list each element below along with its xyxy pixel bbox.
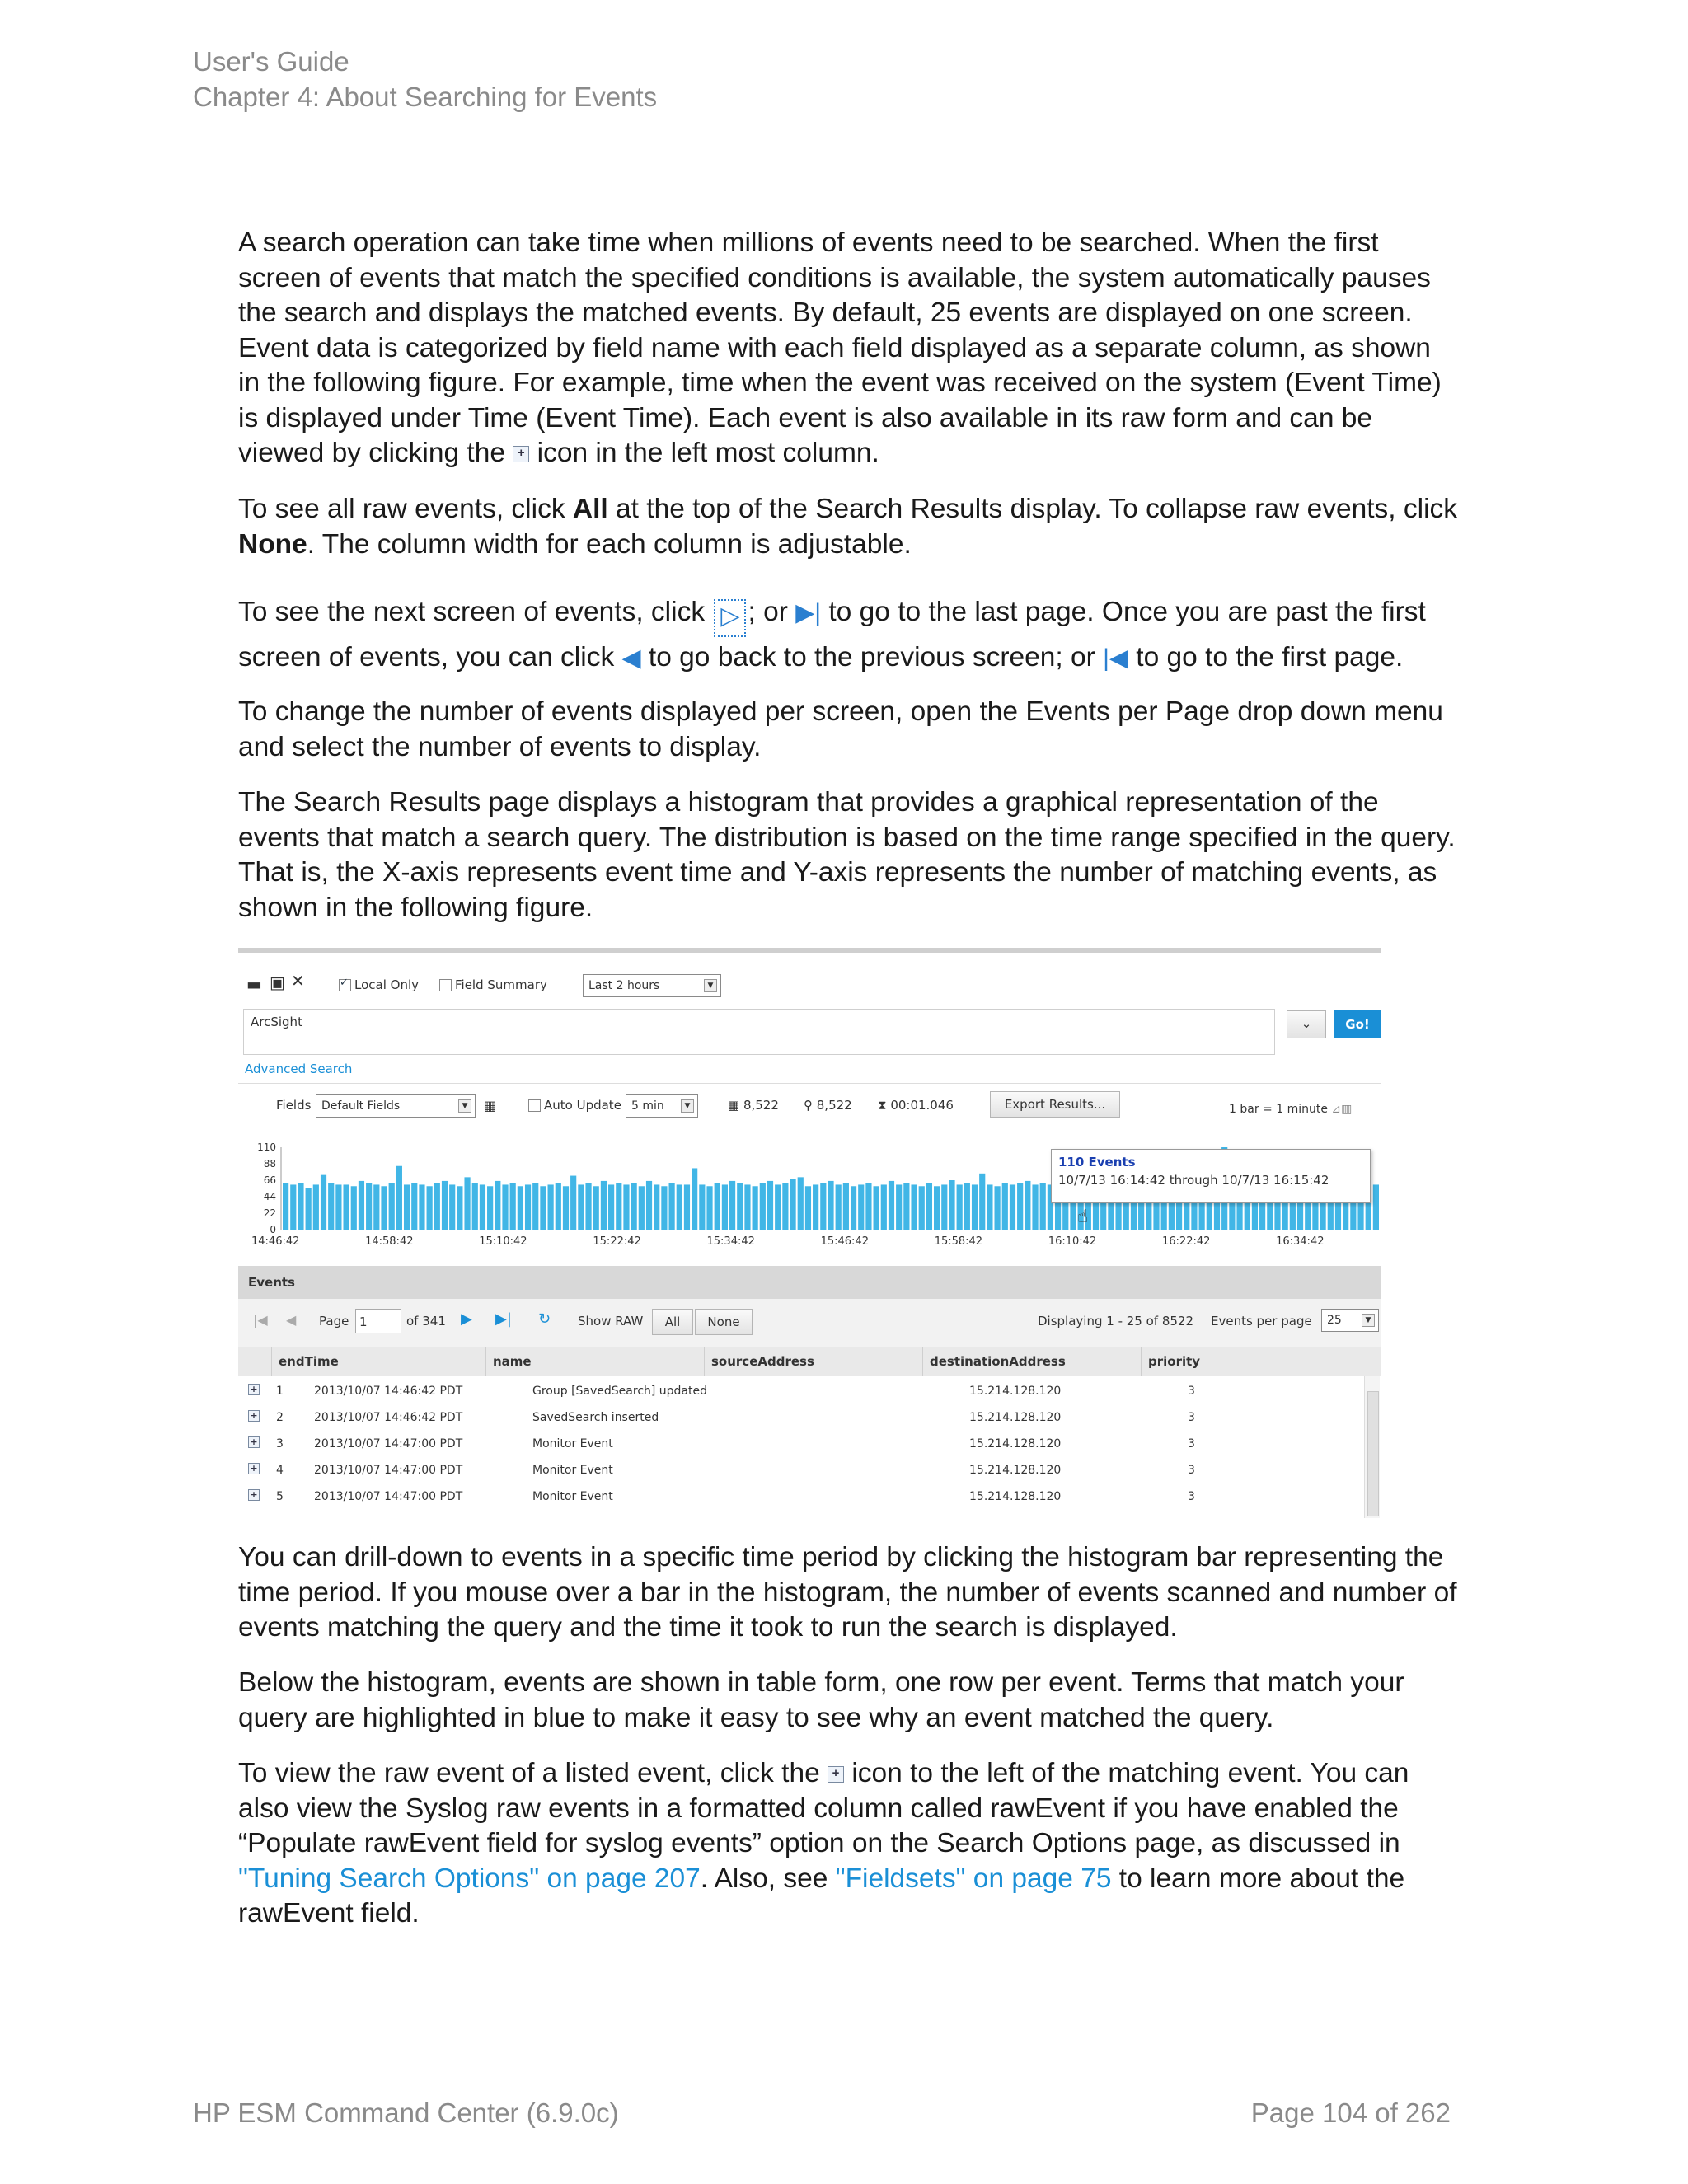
row-number: 3: [276, 1437, 284, 1451]
table-scrollbar[interactable]: [1364, 1376, 1380, 1518]
histogram-bar[interactable]: [540, 1186, 546, 1230]
paragraph-3-text-d: to go back to the previous screen; or: [648, 642, 1095, 673]
first-page-icon: |◀: [1103, 644, 1128, 673]
calendar-icon[interactable]: ▦: [484, 1098, 497, 1113]
histogram-bar[interactable]: [881, 1184, 887, 1230]
show-raw-none-button[interactable]: None: [695, 1309, 753, 1335]
histogram-bar[interactable]: [1002, 1183, 1008, 1230]
histogram-bar[interactable]: [775, 1184, 781, 1230]
y-tick-label: 88: [263, 1158, 276, 1169]
histogram-bar[interactable]: [919, 1186, 925, 1230]
total-count: [728, 1098, 779, 1113]
elapsed-time-value: 00:01.046: [890, 1098, 954, 1113]
histogram-bar[interactable]: [987, 1184, 992, 1230]
histogram-bar[interactable]: [1010, 1184, 1015, 1230]
histogram-bar[interactable]: [1017, 1183, 1023, 1230]
footer-page-number: Page 104 of 262: [1250, 2097, 1451, 2128]
all-term: All: [572, 494, 608, 524]
auto-update-interval-value: 5 min: [631, 1099, 664, 1113]
paragraph-3-text-c: to go to the last page. Once you are past the first screen of events, you can click: [238, 597, 1426, 673]
cell-priority: 3: [1188, 1411, 1195, 1424]
histogram-bar[interactable]: [692, 1168, 697, 1230]
local-only-label: Local Only: [354, 977, 420, 992]
chevron-down-icon[interactable]: ▼: [681, 1099, 694, 1113]
histogram-bar[interactable]: [684, 1184, 690, 1230]
histogram-bar[interactable]: [518, 1186, 523, 1230]
histogram-bar[interactable]: [677, 1184, 682, 1230]
cell-priority: 3: [1188, 1464, 1195, 1477]
page-label: Page: [319, 1314, 349, 1329]
none-term: None: [238, 528, 307, 560]
auto-update-check-icon[interactable]: [528, 1099, 541, 1112]
histogram-bar[interactable]: [836, 1184, 842, 1230]
save-icon[interactable]: ▣: [270, 972, 285, 992]
paragraph-1: [238, 226, 1458, 471]
expand-row-icon[interactable]: +: [248, 1410, 260, 1422]
column-header-name[interactable]: name: [485, 1347, 704, 1376]
zoom-icon[interactable]: ⊿▥: [1331, 1103, 1353, 1116]
cell-destinationaddress: 15.214.128.120: [969, 1411, 1062, 1424]
histogram-bar[interactable]: [828, 1181, 833, 1230]
x-tick-label: 15:58:42: [934, 1235, 983, 1248]
histogram-bar[interactable]: [593, 1186, 599, 1230]
histogram-bar[interactable]: [396, 1166, 402, 1230]
histogram-bar[interactable]: [896, 1184, 902, 1230]
cell-destinationaddress: 15.214.128.120: [969, 1490, 1062, 1503]
bar-scale-label: [1229, 1103, 1352, 1116]
expand-plus-icon: +: [513, 446, 529, 462]
expand-row-icon[interactable]: +: [248, 1489, 260, 1501]
histogram-bar[interactable]: [729, 1181, 735, 1230]
fieldsets-link[interactable]: "Fieldsets" on page 75: [835, 1863, 1112, 1894]
next-page-icon[interactable]: ▶: [461, 1310, 472, 1328]
expand-row-icon[interactable]: +: [248, 1384, 260, 1395]
histogram-bar[interactable]: [283, 1183, 288, 1230]
elapsed-time: [878, 1098, 954, 1113]
histogram-bar[interactable]: [767, 1181, 773, 1230]
histogram-bar[interactable]: [480, 1184, 485, 1230]
cell-endtime: 2013/10/07 14:46:42 PDT: [314, 1385, 463, 1398]
histogram-bar[interactable]: [654, 1184, 659, 1230]
scrollbar-thumb[interactable]: [1367, 1391, 1379, 1516]
histogram-bar[interactable]: [366, 1183, 372, 1230]
histogram-bar[interactable]: [616, 1183, 621, 1230]
histogram-bar[interactable]: [964, 1183, 970, 1230]
close-icon[interactable]: ✕: [291, 971, 305, 991]
y-tick-label: 44: [263, 1191, 276, 1202]
events-table-header: [238, 1347, 1381, 1376]
cell-endtime: 2013/10/07 14:47:00 PDT: [314, 1437, 463, 1451]
row-number: 5: [276, 1490, 284, 1503]
events-table-body: [238, 1376, 1381, 1518]
show-raw-all-button[interactable]: All: [652, 1309, 693, 1335]
histogram-bar[interactable]: [889, 1181, 894, 1230]
histogram-bar[interactable]: [949, 1180, 954, 1230]
paragraph-3-text-b: ; or: [748, 597, 788, 627]
chevron-down-icon[interactable]: ▼: [704, 979, 717, 992]
chevron-down-icon[interactable]: ▼: [458, 1099, 471, 1113]
histogram-bar[interactable]: [351, 1186, 357, 1230]
footer-product: HP ESM Command Center (6.9.0c): [193, 2097, 619, 2128]
histogram-bar[interactable]: [389, 1183, 395, 1230]
histogram-bar[interactable]: [472, 1183, 478, 1230]
histogram-bar[interactable]: [715, 1183, 720, 1230]
pager-toolbar: [238, 1299, 1381, 1347]
row-number: 4: [276, 1464, 284, 1477]
column-header-destinationaddress[interactable]: destinationAddress: [922, 1347, 1141, 1376]
paragraph-3: [238, 592, 1458, 678]
histogram-bar[interactable]: [578, 1184, 584, 1230]
histogram-bar[interactable]: [706, 1186, 712, 1230]
field-summary-check-icon[interactable]: [439, 979, 452, 991]
histogram-bar[interactable]: [298, 1183, 303, 1230]
cell-destinationaddress: 15.214.128.120: [969, 1437, 1062, 1451]
chevron-down-icon[interactable]: ▼: [1362, 1314, 1375, 1327]
histogram-bar[interactable]: [381, 1186, 387, 1230]
histogram-bar[interactable]: [313, 1184, 319, 1230]
row-number: 2: [276, 1411, 284, 1424]
histogram-bar[interactable]: [359, 1181, 364, 1230]
last-page-icon: ▶|: [795, 599, 822, 627]
paragraph-8-text-b: icon to the left of the matching event. You can also view the Syslog raw events in a formatted column called rawEvent if you have enabled the “Populate rawEvent field for syslog events” option on the Search Options page, as discussed in: [238, 1758, 1409, 1858]
query-text: ArcSight: [251, 1015, 302, 1029]
x-tick-label: 16:34:42: [1276, 1235, 1325, 1248]
search-results-figure: [238, 948, 1381, 1518]
histogram-bar[interactable]: [972, 1184, 978, 1230]
paragraph-3-text-e: to go to the first page.: [1136, 642, 1404, 673]
histogram-bar[interactable]: [457, 1186, 462, 1230]
x-tick-label: 15:34:42: [706, 1235, 755, 1248]
histogram-bar[interactable]: [926, 1183, 932, 1230]
matched-count-value: 8,522: [816, 1098, 852, 1113]
paragraph-1-text-a: A search operation can take time when millions of events need to be searched. When the first screen of events that match the specified conditions is available, the system automatically pauses the search and displays the matched events. By default, 25 events are displayed on one screen. Event data is categorized by field name with each field displayed as a separate column, as shown in the following figure. For example, time when the event was received on the system (Event Time) is displayed under Time (Event Time). Each event is also available in its raw form and can be viewed by clicking the: [238, 227, 1442, 468]
histogram-bar[interactable]: [434, 1183, 440, 1230]
histogram-bar[interactable]: [911, 1184, 917, 1230]
cell-priority: 3: [1188, 1490, 1195, 1503]
histogram-bar[interactable]: [510, 1183, 516, 1230]
previous-page-icon[interactable]: ◀: [286, 1312, 297, 1328]
expand-row-icon[interactable]: +: [248, 1463, 260, 1474]
first-page-icon[interactable]: |◀: [253, 1312, 268, 1328]
table-row[interactable]: [238, 1431, 1364, 1457]
histogram-bar[interactable]: [760, 1183, 766, 1230]
tooltip-title: 110 Events: [1058, 1155, 1136, 1169]
histogram-bar[interactable]: [623, 1184, 629, 1230]
x-tick-label: 15:46:42: [820, 1235, 869, 1248]
expand-plus-icon: +: [828, 1766, 844, 1783]
fields-label: Fields: [276, 1098, 312, 1113]
histogram-bar[interactable]: [306, 1188, 312, 1230]
displaying-range: Displaying 1 - 25 of 8522: [1038, 1314, 1194, 1329]
x-tick-label: 15:10:42: [479, 1235, 528, 1248]
histogram-bar[interactable]: [661, 1186, 667, 1230]
histogram-bar[interactable]: [903, 1183, 909, 1230]
cell-endtime: 2013/10/07 14:46:42 PDT: [314, 1411, 463, 1424]
x-tick-label: 16:10:42: [1048, 1235, 1097, 1248]
histogram-bar[interactable]: [753, 1186, 758, 1230]
histogram-bar[interactable]: [934, 1186, 940, 1230]
histogram-bar[interactable]: [427, 1186, 433, 1230]
paragraph-8-text-a: To view the raw event of a listed event, click the: [238, 1758, 820, 1788]
histogram-bar[interactable]: [865, 1183, 871, 1230]
auto-update-interval-select[interactable]: [626, 1094, 698, 1118]
histogram-bar[interactable]: [449, 1184, 455, 1230]
paragraph-6: You can drill-down to events in a specific time period by clicking the histogram bar representing the time period. If you mouse over a bar in the histogram, the number of events scanned and number of events matching the query and the time it took to run the search is displayed.: [238, 1542, 1457, 1643]
histogram-bar[interactable]: [820, 1183, 826, 1230]
cell-name: Group [SavedSearch] updated: [532, 1385, 708, 1398]
histogram-bar[interactable]: [601, 1181, 607, 1230]
histogram-bar[interactable]: [373, 1184, 379, 1230]
field-summary-checkbox[interactable]: [439, 977, 547, 992]
histogram-bar[interactable]: [737, 1183, 743, 1230]
matched-count: [804, 1098, 852, 1113]
go-button[interactable]: Go!: [1334, 1010, 1381, 1038]
paragraph-2-text-b: at the top of the Search Results display. To collapse raw events, click: [616, 494, 1458, 524]
x-tick-label: 14:46:42: [251, 1235, 300, 1248]
histogram-bar[interactable]: [1032, 1184, 1038, 1230]
previous-page-icon: ◀: [621, 644, 641, 673]
paragraph-7: Below the histogram, events are shown in table form, one row per event. Terms that match your query are highlighted in blue to make it easy to see why an event matched the query.: [238, 1667, 1404, 1733]
paragraph-2-text-c: . The column width for each column is adjustable.: [307, 528, 912, 560]
bar-scale-text: 1 bar = 1 minute: [1229, 1103, 1328, 1116]
tuning-search-options-link[interactable]: "Tuning Search Options" on page 207: [238, 1863, 701, 1894]
cell-name: Monitor Event: [532, 1464, 613, 1477]
query-history-dropdown[interactable]: ⌄: [1287, 1010, 1326, 1038]
y-tick-label: 0: [270, 1224, 276, 1235]
field-summary-label: Field Summary: [455, 977, 547, 992]
table-row[interactable]: [238, 1483, 1364, 1510]
running-header-title: User's Guide: [193, 46, 349, 77]
histogram-bar[interactable]: [321, 1175, 326, 1230]
timer-icon: ⧗: [878, 1098, 891, 1113]
paragraph-8-text-c: . Also, see: [700, 1863, 828, 1894]
histogram-bar[interactable]: [502, 1184, 508, 1230]
total-count-value: 8,522: [743, 1098, 779, 1113]
histogram-bar[interactable]: [1040, 1183, 1046, 1230]
histogram-bar[interactable]: [1025, 1181, 1030, 1230]
paragraph-1-text-b: icon in the left most column.: [537, 438, 879, 468]
export-results-button[interactable]: Export Results...: [990, 1091, 1120, 1118]
y-tick-label: 66: [263, 1174, 276, 1186]
cell-name: Monitor Event: [532, 1437, 613, 1451]
x-tick-label: 14:58:42: [365, 1235, 414, 1248]
histogram-bar[interactable]: [782, 1183, 788, 1230]
next-page-icon: ▷: [714, 599, 746, 637]
histogram-bar[interactable]: [328, 1183, 334, 1230]
histogram-bar[interactable]: [532, 1183, 538, 1230]
histogram-bar[interactable]: [419, 1184, 424, 1230]
histogram-bar[interactable]: [563, 1186, 569, 1230]
histogram-bar[interactable]: [639, 1186, 645, 1230]
local-only-checkbox[interactable]: [339, 977, 419, 992]
tooltip-range: 10/7/13 16:14:42 through 10/7/13 16:15:42: [1058, 1173, 1329, 1188]
histogram-bar[interactable]: [608, 1184, 614, 1230]
time-range-select[interactable]: [583, 974, 721, 997]
cell-endtime: 2013/10/07 14:47:00 PDT: [314, 1490, 463, 1503]
paragraph-5: The Search Results page displays a histogram that provides a graphical representation of the events that match a search query. The distribution is based on the time range specified in the query. That is, the X-axis represents event time and Y-axis represents the number of matching events, as shown in the following figure.: [238, 787, 1456, 923]
refresh-icon[interactable]: ↻: [538, 1310, 551, 1328]
search-icon: ⚲: [804, 1098, 817, 1113]
local-only-check-icon[interactable]: [339, 979, 351, 991]
show-raw-label: Show RAW: [578, 1314, 644, 1329]
advanced-search-link[interactable]: Advanced Search: [245, 1062, 353, 1076]
histogram-tooltip: [1051, 1149, 1371, 1203]
row-number: 1: [276, 1385, 284, 1398]
cell-name: Monitor Event: [532, 1490, 613, 1503]
paragraph-3-text-a: To see the next screen of events, click: [238, 597, 706, 627]
histogram-bar[interactable]: [851, 1186, 856, 1230]
grid-icon: ▦: [728, 1098, 743, 1113]
histogram-bar[interactable]: [585, 1183, 591, 1230]
running-header-chapter: Chapter 4: About Searching for Events: [193, 82, 658, 112]
time-range-value: Last 2 hours: [588, 979, 660, 992]
histogram-bar[interactable]: [335, 1184, 341, 1230]
y-tick-label: 110: [257, 1142, 276, 1153]
histogram-bar[interactable]: [404, 1184, 410, 1230]
paragraph-4: To change the number of events displayed per screen, open the Events per Page drop down menu and select the number of events to display.: [238, 696, 1443, 762]
histogram-bar[interactable]: [556, 1183, 561, 1230]
histogram-bar[interactable]: [979, 1174, 985, 1230]
paragraph-2: [238, 492, 1458, 562]
table-row[interactable]: [238, 1457, 1364, 1483]
histogram-bar[interactable]: [548, 1184, 554, 1230]
column-header-sourceaddress[interactable]: sourceAddress: [704, 1347, 922, 1376]
events-per-page-value: 25: [1327, 1314, 1342, 1327]
histogram-bar[interactable]: [957, 1184, 963, 1230]
histogram-bar[interactable]: [646, 1181, 652, 1230]
histogram-bar[interactable]: [744, 1184, 750, 1230]
histogram-bar[interactable]: [343, 1184, 349, 1230]
histogram-bar[interactable]: [464, 1177, 470, 1230]
cell-name: SavedSearch inserted: [532, 1411, 659, 1424]
histogram-bar[interactable]: [487, 1186, 493, 1230]
histogram-bar[interactable]: [290, 1184, 296, 1230]
x-tick-label: 16:22:42: [1162, 1235, 1211, 1248]
page-total: of 341: [406, 1314, 446, 1329]
column-header-priority[interactable]: priority: [1141, 1347, 1381, 1376]
page-number-input[interactable]: 1: [355, 1309, 401, 1333]
auto-update-label: Auto Update: [544, 1098, 621, 1113]
cell-endtime: 2013/10/07 14:47:00 PDT: [314, 1464, 463, 1477]
paragraph-2-text-a: To see all raw events, click: [238, 494, 565, 524]
histogram-bar[interactable]: [1373, 1184, 1379, 1230]
histogram-bar[interactable]: [941, 1184, 947, 1230]
auto-update-checkbox[interactable]: [528, 1098, 621, 1113]
histogram-bar[interactable]: [874, 1186, 879, 1230]
histogram-bar[interactable]: [699, 1184, 705, 1230]
histogram-bar[interactable]: [798, 1177, 804, 1230]
cell-destinationaddress: 15.214.128.120: [969, 1385, 1062, 1398]
query-input[interactable]: [243, 1009, 1275, 1055]
histogram-bar[interactable]: [790, 1179, 795, 1230]
histogram-bar[interactable]: [442, 1181, 448, 1230]
paragraph-8: [238, 1756, 1458, 1932]
divider: [238, 1083, 1381, 1084]
table-row[interactable]: [238, 1404, 1364, 1431]
histogram-bar[interactable]: [669, 1183, 675, 1230]
events-per-page-label: Events per page: [1211, 1314, 1312, 1329]
histogram-bar[interactable]: [858, 1184, 864, 1230]
last-page-icon[interactable]: ▶|: [495, 1310, 512, 1328]
fields-value: Default Fields: [321, 1099, 401, 1113]
histogram-bar[interactable]: [570, 1176, 576, 1230]
x-tick-label: 15:22:42: [593, 1235, 641, 1248]
column-header-endtime[interactable]: endTime: [271, 1347, 485, 1376]
histogram-bar[interactable]: [631, 1183, 637, 1230]
y-tick-label: 22: [263, 1207, 276, 1219]
histogram-bar[interactable]: [495, 1181, 500, 1230]
cell-priority: 3: [1188, 1385, 1195, 1398]
expand-row-icon[interactable]: +: [248, 1436, 260, 1448]
paragraph-8-text-d: to learn more about the rawEvent field.: [238, 1863, 1405, 1929]
table-row[interactable]: [238, 1378, 1364, 1404]
cell-destinationaddress: 15.214.128.120: [969, 1464, 1062, 1477]
histogram-bar[interactable]: [411, 1183, 417, 1230]
histogram-bar[interactable]: [843, 1183, 849, 1230]
histogram-bar[interactable]: [525, 1184, 531, 1230]
histogram-bar[interactable]: [722, 1184, 728, 1230]
histogram-bar[interactable]: [813, 1184, 818, 1230]
cell-priority: 3: [1188, 1437, 1195, 1451]
events-panel-title: Events: [238, 1266, 1381, 1299]
hand-cursor-icon: ☝: [1077, 1207, 1089, 1227]
events-per-page-select[interactable]: [1321, 1309, 1379, 1332]
fields-select[interactable]: [316, 1094, 476, 1118]
folder-icon[interactable]: ▬: [246, 974, 262, 994]
histogram-bar[interactable]: [995, 1186, 1001, 1230]
histogram-bar[interactable]: [805, 1186, 811, 1230]
